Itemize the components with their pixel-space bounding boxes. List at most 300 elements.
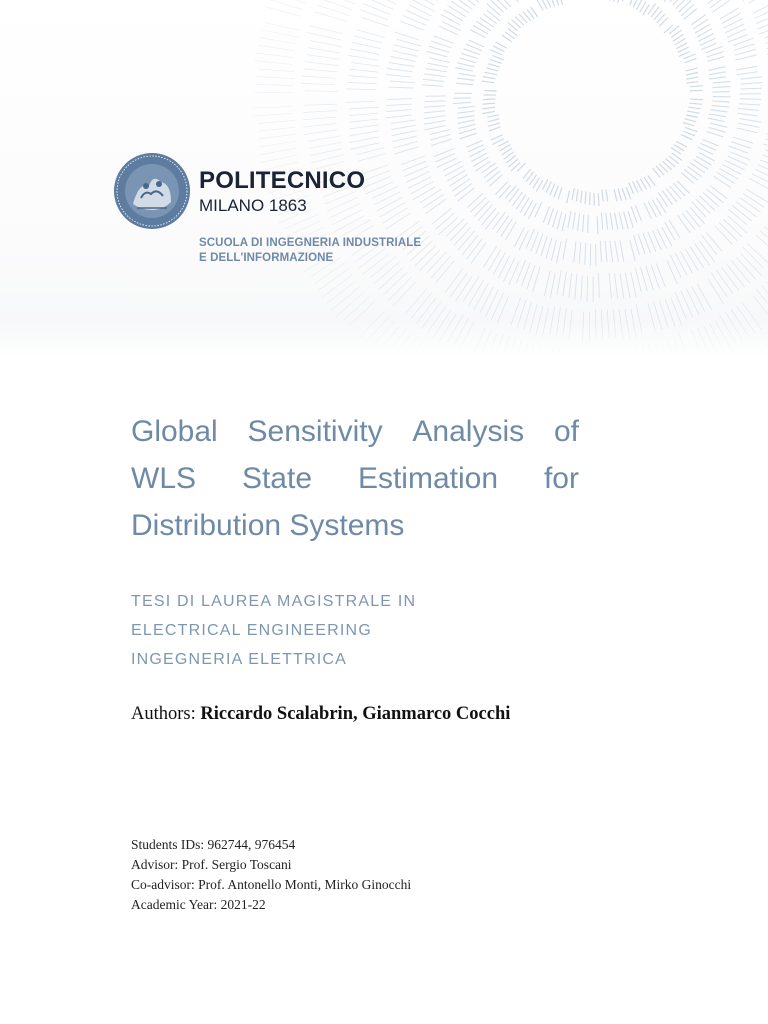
- sunburst-ray: [533, 267, 540, 291]
- sunburst-ray: [684, 59, 696, 63]
- sunburst-ray: [710, 123, 727, 127]
- sunburst-ray: [572, 188, 574, 200]
- author-names: Riccardo Scalabrin, Gianmarco Cocchi: [200, 704, 511, 724]
- sunburst-ray: [666, 188, 677, 202]
- sunburst-ray: [347, 82, 376, 84]
- sunburst-ray: [488, 119, 500, 122]
- sunburst-ray: [690, 103, 703, 104]
- sunburst-ray: [458, 188, 475, 202]
- sunburst-ray: [619, 212, 623, 229]
- sunburst-ray: [476, 21, 491, 30]
- sunburst-ray: [505, 186, 516, 199]
- sunburst-ray: [303, 123, 337, 127]
- sunburst-ray: [258, 69, 295, 72]
- sunburst-ray: [450, 175, 468, 187]
- title-word: for: [543, 462, 579, 495]
- sunburst-ray: [726, 264, 744, 287]
- sunburst-ray: [311, 155, 344, 163]
- sunburst-ray: [628, 211, 633, 228]
- sunburst-ray: [688, 166, 702, 176]
- sunburst-ray: [411, 182, 434, 194]
- sunburst-ray: [258, 45, 295, 51]
- sunburst-ray: [708, 57, 725, 62]
- sunburst-ray: [573, 212, 576, 229]
- sunburst-ray: [482, 163, 496, 173]
- sunburst-ray: [578, 214, 580, 231]
- sunburst-ray: [332, 210, 362, 225]
- sunburst-ray: [610, 241, 613, 262]
- sunburst-ray: [305, 62, 338, 66]
- sunburst-ray: [392, 51, 417, 57]
- sunburst-ray: [706, 232, 722, 251]
- sunburst-ray: [327, 281, 357, 304]
- sunburst-ray: [724, 219, 743, 237]
- sunburst-ray: [690, 99, 703, 100]
- sunburst-ray: [303, 69, 337, 72]
- sunburst-ray: [711, 105, 728, 107]
- sunburst-ray: [395, 32, 420, 40]
- sunburst-ray: [720, 168, 739, 179]
- sunburst-ray: [474, 284, 488, 310]
- authors-label: Authors:: [131, 704, 196, 724]
- sunburst-ray: [588, 215, 589, 233]
- sunburst-ray: [614, 0, 617, 2]
- sunburst-ray: [493, 46, 504, 52]
- sunburst-ray: [696, 199, 711, 214]
- sunburst-ray: [357, 30, 385, 38]
- degree-line-1: TESI DI LAUREA MAGISTRALE IN: [131, 593, 417, 610]
- sunburst-ray: [714, 176, 731, 188]
- sunburst-ray: [350, 131, 379, 136]
- sunburst-ray: [260, 38, 297, 44]
- sunburst-ray: [720, 8, 739, 19]
- sunburst-ray: [693, 19, 708, 29]
- sunburst-ray: [516, 195, 526, 210]
- sunburst-ray: [602, 190, 603, 202]
- sunburst-ray: [386, 110, 412, 112]
- advisor: Advisor: Prof. Sergio Toscani: [131, 857, 292, 872]
- sunburst-ray: [366, 0, 393, 9]
- sunburst-ray: [446, 219, 464, 236]
- sunburst-ray: [483, 14, 497, 24]
- sunburst-ray: [395, 45, 419, 51]
- sunburst-ray: [567, 191, 570, 204]
- sunburst-ray: [498, 256, 510, 279]
- sunburst-ray: [392, 131, 417, 136]
- sunburst-ray: [461, 53, 478, 58]
- sunburst-ray: [259, 141, 296, 147]
- sunburst-ray: [675, 253, 687, 275]
- sunburst-ray: [391, 120, 416, 124]
- sunburst-ray: [690, 246, 704, 267]
- sunburst-ray: [318, 269, 348, 291]
- sunburst-ray: [493, 212, 506, 229]
- title-word: Sensitivity: [247, 415, 383, 448]
- sunburst-ray: [496, 182, 508, 195]
- sunburst-ray: [690, 86, 703, 87]
- sunburst-ray: [509, 189, 520, 203]
- sunburst-ray: [453, 102, 471, 103]
- sunburst-ray: [349, 107, 378, 109]
- sunburst-ray: [431, 256, 450, 278]
- sunburst-ray: [439, 217, 458, 234]
- sunburst-ray: [637, 180, 643, 191]
- sunburst-ray: [459, 0, 476, 6]
- sunburst-ray: [487, 10, 500, 21]
- sunburst-ray: [631, 272, 637, 297]
- sunburst-ray: [383, 272, 407, 295]
- sunburst-ray: [541, 236, 547, 256]
- sunburst-ray: [492, 139, 504, 145]
- sunburst-ray: [543, 206, 549, 222]
- sunburst-ray: [499, 185, 511, 198]
- sunburst-ray: [260, 148, 297, 155]
- logo-city: MILANO 1863: [199, 196, 307, 215]
- sunburst-ray: [468, 193, 484, 207]
- sunburst-ray: [309, 142, 342, 148]
- sunburst-ray: [460, 133, 477, 139]
- sunburst-ray: [483, 246, 497, 267]
- sunburst-ray: [348, 76, 377, 78]
- title-line-1: [131, 408, 579, 455]
- sunburst-ray: [622, 188, 626, 200]
- sunburst-ray: [667, 260, 678, 284]
- sunburst-ray: [255, 61, 293, 65]
- sunburst-ray: [753, 296, 768, 323]
- sunburst-ray: [364, 177, 392, 188]
- sunburst-ray: [732, 206, 752, 222]
- sunburst-ray: [406, 288, 427, 313]
- sunburst-ray: [469, 280, 484, 305]
- sunburst-ray: [405, 166, 428, 176]
- sunburst-ray: [303, 111, 336, 113]
- sunburst-ray: [348, 55, 378, 60]
- sunburst-ray: [709, 114, 726, 117]
- sunburst-ray: [657, 198, 667, 213]
- sunburst-ray: [459, 73, 476, 76]
- sunburst-ray: [264, 23, 300, 31]
- sunburst-ray: [491, 0, 504, 12]
- title-text: Distribution Systems: [131, 509, 405, 542]
- sunburst-ray: [458, 231, 475, 250]
- sunburst-ray: [712, 101, 730, 102]
- sunburst-ray: [684, 169, 697, 180]
- sunburst-ray: [390, 81, 415, 83]
- sunburst-ray: [424, 116, 445, 119]
- sunburst-ray: [426, 199, 447, 214]
- sunburst-ray: [331, 287, 360, 311]
- sunburst-ray: [615, 273, 618, 298]
- sunburst-ray: [480, 18, 494, 28]
- sunburst-ray: [430, 130, 450, 135]
- sunburst-ray: [683, 123, 695, 126]
- sunburst-ray: [737, 113, 758, 116]
- sunburst-ray: [489, 127, 501, 131]
- sunburst-ray: [637, 0, 643, 10]
- sunburst-ray: [458, 115, 475, 118]
- sunburst-ray: [374, 192, 400, 205]
- sunburst-ray: [484, 167, 498, 177]
- sunburst-ray: [681, 172, 694, 183]
- sunburst-ray: [630, 0, 635, 5]
- sunburst-ray: [335, 216, 365, 232]
- sunburst-ray: [715, 226, 732, 245]
- academic-year: Academic Year: 2021-22: [131, 897, 266, 912]
- sunburst-ray: [695, 244, 710, 265]
- sunburst-ray: [662, 191, 672, 205]
- sunburst-ray: [260, 155, 297, 163]
- sunburst-ray: [546, 238, 552, 259]
- sunburst-ray: [408, 177, 431, 189]
- politecnico-seal-icon: [113, 152, 191, 230]
- sunburst-ray: [254, 107, 292, 109]
- sunburst-ray: [740, 99, 761, 100]
- sunburst-ray: [391, 125, 416, 129]
- sunburst-ray: [480, 287, 494, 313]
- sunburst-ray: [709, 72, 726, 75]
- sunburst-ray: [743, 247, 763, 268]
- sunburst-ray: [305, 91, 338, 92]
- sunburst-ray: [574, 241, 576, 262]
- sunburst-ray: [413, 187, 435, 200]
- sunburst-ray: [508, 0, 519, 2]
- sunburst-ray: [605, 241, 607, 262]
- sunburst-ray: [393, 141, 418, 148]
- sunburst-ray: [258, 120, 295, 123]
- sunburst-ray: [482, 209, 496, 226]
- sunburst-ray: [467, 239, 483, 260]
- sunburst-ray: [579, 242, 581, 263]
- sunburst-ray: [512, 192, 522, 206]
- sunburst-ray: [379, 267, 404, 289]
- sunburst-ray: [537, 0, 543, 10]
- sunburst-ray: [681, 4, 694, 16]
- sunburst-ray: [349, 119, 378, 122]
- sunburst-ray: [349, 113, 378, 116]
- sunburst-ray: [488, 249, 501, 271]
- sunburst-ray: [752, 174, 768, 185]
- sunburst-ray: [554, 186, 558, 198]
- sunburst-ray: [686, 115, 698, 118]
- sunburst-ray: [708, 279, 724, 304]
- sunburst-ray: [707, 132, 724, 137]
- sunburst-ray: [308, 33, 341, 40]
- sunburst-ray: [350, 69, 379, 72]
- sunburst-ray: [557, 270, 561, 295]
- sunburst-ray: [345, 102, 375, 103]
- sunburst-ray: [739, 104, 760, 105]
- sunburst-ray: [471, 242, 486, 263]
- title-word: Estimation: [357, 462, 499, 495]
- sunburst-ray: [683, 131, 695, 136]
- sunburst-ray: [487, 4, 501, 16]
- sunburst-ray: [259, 134, 296, 139]
- sunburst-ray: [427, 252, 447, 273]
- sunburst-ray: [687, 111, 699, 113]
- sunburst-ray: [520, 198, 529, 213]
- sunburst-ray: [749, 0, 768, 3]
- sunburst-ray: [713, 87, 731, 88]
- sunburst-ray: [691, 163, 705, 173]
- sunburst-ray: [450, 223, 468, 241]
- sunburst-ray: [712, 0, 729, 12]
- sunburst-ray: [372, 186, 398, 198]
- sunburst-ray: [725, 160, 744, 170]
- sunburst-ray: [386, 104, 412, 105]
- sunburst-ray: [308, 48, 341, 54]
- sunburst-ray: [620, 241, 624, 262]
- sunburst-ray: [363, 4, 391, 15]
- sunburst-ray: [610, 0, 612, 1]
- sunburst-ray: [256, 84, 293, 85]
- sunburst-ray: [634, 235, 640, 255]
- sunburst-ray: [457, 63, 474, 67]
- sunburst-ray: [708, 127, 725, 132]
- sunburst-ray: [743, 193, 765, 207]
- sunburst-ray: [731, 261, 750, 284]
- authors: [131, 704, 510, 725]
- sunburst-ray: [457, 78, 474, 80]
- sunburst-ray: [445, 269, 463, 293]
- sunburst-ray: [423, 194, 444, 208]
- sunburst-ray: [310, 41, 342, 47]
- sunburst-ray: [429, 46, 450, 52]
- sunburst-ray: [686, 210, 700, 227]
- sunburst-ray: [684, 9, 697, 20]
- sunburst-ray: [490, 50, 502, 55]
- student-ids: Students IDs: 962744, 976454: [131, 837, 296, 852]
- sunburst-ray: [352, 42, 381, 48]
- sunburst-ray: [322, 275, 352, 298]
- sunburst-ray: [677, 181, 690, 194]
- sunburst-ray: [426, 69, 447, 72]
- sunburst-ray: [722, 13, 741, 23]
- sunburst-ray: [354, 36, 383, 43]
- sunburst-ray: [738, 123, 759, 127]
- sunburst-ray: [685, 119, 697, 122]
- school-name: [199, 236, 421, 266]
- sunburst-ray: [256, 53, 293, 58]
- sunburst-ray: [393, 282, 416, 307]
- sunburst-ray: [740, 119, 762, 122]
- sunburst-ray: [635, 268, 641, 292]
- sunburst-ray: [447, 170, 465, 181]
- sunburst-ray: [686, 82, 698, 84]
- sunburst-ray: [464, 49, 480, 55]
- sunburst-ray: [684, 54, 696, 59]
- sunburst-ray: [258, 127, 295, 131]
- sunburst-ray: [443, 161, 462, 171]
- sunburst-ray: [733, 137, 753, 143]
- sunburst-ray: [253, 114, 291, 116]
- sunburst-ray: [485, 72, 497, 75]
- sunburst-ray: [585, 192, 586, 204]
- thesis-meta: [131, 835, 411, 915]
- sunburst-ray: [335, 292, 364, 317]
- thesis-title: [131, 408, 579, 549]
- sunburst-ray: [575, 274, 577, 299]
- sunburst-ray: [635, 205, 641, 221]
- sunburst-ray: [597, 216, 598, 234]
- sunburst-ray: [387, 69, 413, 72]
- sunburst-ray: [708, 118, 725, 121]
- sunburst-ray: [497, 216, 509, 233]
- sunburst-ray: [262, 30, 299, 37]
- sunburst-ray: [670, 255, 681, 278]
- sunburst-ray: [285, 214, 319, 229]
- title-line-2: [131, 455, 579, 502]
- sunburst-ray: [740, 198, 761, 213]
- sunburst-ray: [257, 77, 294, 79]
- sunburst-ray: [382, 208, 407, 223]
- sunburst-ray: [435, 213, 455, 230]
- sunburst-ray: [350, 49, 379, 55]
- sunburst-ray: [456, 276, 473, 301]
- sunburst-ray: [451, 1, 469, 13]
- sunburst-ray: [690, 208, 704, 225]
- sunburst-ray: [729, 209, 748, 225]
- sunburst-ray: [622, 0, 626, 1]
- sunburst-ray: [709, 67, 726, 71]
- sunburst-ray: [450, 273, 467, 297]
- sunburst-ray: [675, 292, 686, 319]
- sunburst-ray: [413, 0, 435, 12]
- sunburst-ray: [419, 250, 440, 271]
- sunburst-ray: [690, 90, 703, 91]
- sunburst-ray: [424, 126, 445, 130]
- sunburst-ray: [509, 261, 519, 285]
- sunburst-ray: [458, 120, 475, 124]
- sunburst-ray: [625, 273, 630, 298]
- sunburst-ray: [576, 190, 578, 202]
- sunburst-ray: [434, 36, 454, 44]
- sunburst-ray: [551, 240, 556, 261]
- sunburst-ray: [615, 213, 618, 230]
- sunburst-ray: [550, 184, 555, 195]
- title-word: State: [241, 462, 313, 495]
- sunburst-ray: [306, 55, 339, 60]
- sunburst-ray: [724, 18, 743, 28]
- sunburst-ray: [686, 68, 698, 71]
- sunburst-ray: [631, 206, 637, 222]
- sunburst-ray: [455, 68, 473, 72]
- logo-name: POLITECNICO: [199, 167, 366, 194]
- sunburst-ray: [737, 72, 758, 75]
- sunburst-ray: [680, 251, 692, 273]
- sunburst-ray: [563, 239, 567, 260]
- sunburst-ray: [411, 293, 432, 319]
- sunburst-ray: [501, 219, 513, 237]
- sunburst-ray: [606, 213, 608, 230]
- sunburst-ray: [735, 49, 756, 55]
- sunburst-ray: [423, 79, 444, 81]
- sunburst-ray: [493, 253, 505, 275]
- sunburst-ray: [388, 277, 412, 301]
- sunburst-ray: [458, 124, 475, 128]
- sunburst-ray: [746, 189, 768, 202]
- sunburst-ray: [662, 227, 672, 246]
- sunburst-ray: [669, 220, 680, 238]
- sunburst-ray: [394, 147, 419, 154]
- sunburst-ray: [498, 141, 509, 147]
- sunburst-ray: [351, 143, 380, 150]
- sunburst-ray: [287, 221, 321, 237]
- sunburst-ray: [682, 213, 695, 230]
- sunburst-ray: [601, 213, 602, 230]
- school-line-2: E DELL'INFORMAZIONE: [199, 252, 334, 264]
- sunburst-ray: [629, 183, 634, 194]
- sunburst-ray: [598, 273, 599, 298]
